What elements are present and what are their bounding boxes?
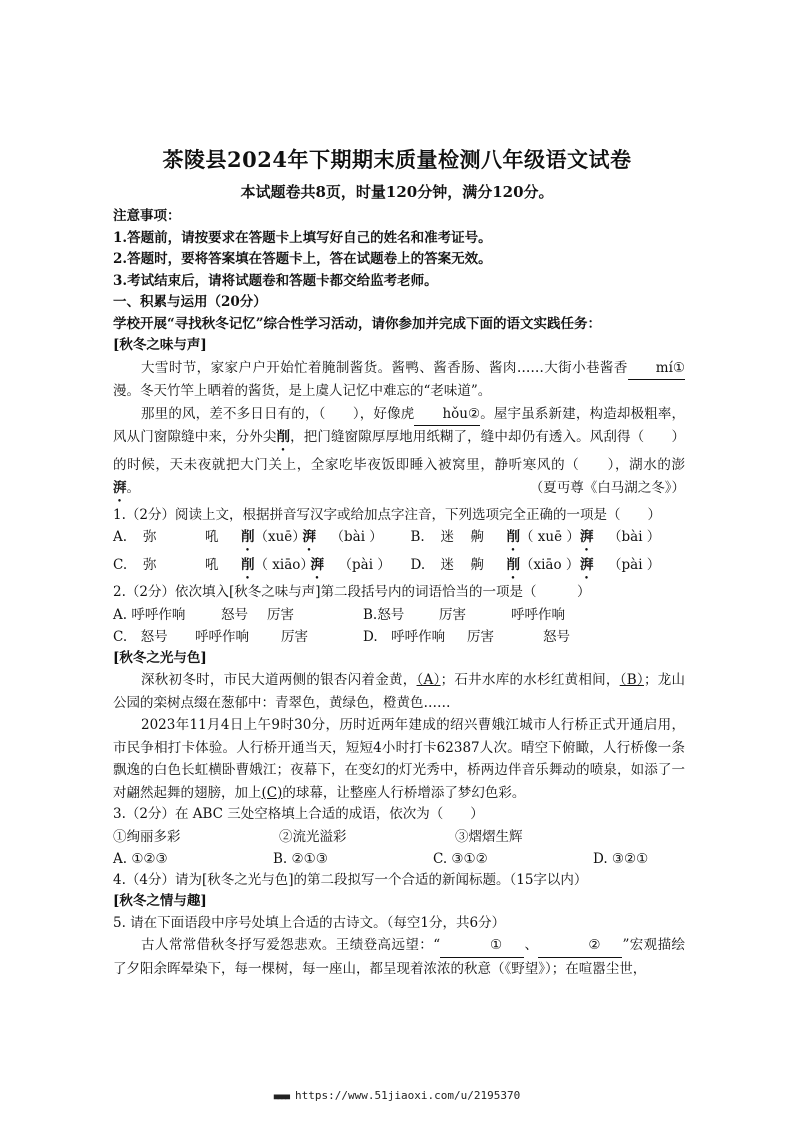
- passage-paragraph: 那里的风，差不多日日有的，（ ），好像虎 hǒu②。屋宇虽系新建，构造却极粗率，风从门窗隙缝中来，分外尖削，把门缝窗隙厚厚地用纸糊了，缝中却仍有透入。风刮得（ ）的时候，天未夜就把大门关上，全家吃毕夜饭即睡入被窝里，静听寒风的（ ），湖水的澎湃。 （夏丏尊《白马湖之冬》）: [113, 403, 685, 505]
- question: 1.（2分）阅读上文，根据拼音写汉字或给加点字注音，下列选项完全正确的一项是（ ）: [113, 506, 661, 523]
- note-item: 3.考试结束后，请将试题卷和答题卡都交给监考老师。: [113, 272, 438, 289]
- fill-blank: （A）: [416, 672, 441, 688]
- part-title: [秋冬之光与色]: [113, 649, 207, 666]
- option-row: C. 怒号 呼呼作响 厉害 D. 呼呼作响 厉害 怒号: [113, 628, 570, 645]
- choice-row: ①绚丽多彩 ②流光溢彩 ③熠熠生辉: [113, 828, 523, 845]
- option-row: A. 弥 吼 削（xuē）湃 （bài ） B. 迷 齁 削（ xuē ）湃 （bài ）: [113, 529, 661, 545]
- passage-source: （夏丏尊《白马湖之冬》）: [529, 479, 685, 496]
- fill-blank: ②: [538, 934, 622, 958]
- section-intro: 学校开展“寻找秋冬记忆”综合性学习活动，请你参加并完成下面的语文实践任务：: [113, 315, 602, 332]
- footer-url[interactable]: https://www.51jiaoxi.com/u/2195370: [295, 1089, 521, 1102]
- passage-paragraph: 深秋初冬时，市民大道两侧的银杏闪着金黄，（A）；石井水库的水杉红黄相间，（B）；龙山公园的栾树点缀在葱郁中：青翠色，黄绿色，橙黄色……: [113, 672, 686, 711]
- note-item: 1.答题前，请按要求在答题卡上填写好自己的姓名和准考证号。: [113, 229, 492, 246]
- note-item: 2.答题时，要将答案填在答题卡上，答在试题卷上的答案无效。: [113, 251, 492, 267]
- section-heading: 一、积累与运用（20分）: [113, 294, 267, 310]
- exam-content: [113, 206, 685, 980]
- fill-blank: (C): [261, 784, 283, 801]
- dotted-char: 削: [276, 429, 291, 445]
- page-title: 茶陵县2024年下期期末质量检测八年级语文试卷: [162, 147, 632, 172]
- part-title: [秋冬之情与趣]: [113, 893, 207, 909]
- page-subtitle: 本试题卷共8页，时量120分钟，满分120分。: [240, 183, 554, 201]
- passage-paragraph: 大雪时节，家家户户开始忙着腌制酱货。酱鸭、酱香肠、酱肉……大街小巷酱香 mí①漫。冬天竹竿上晒着的酱货，是上虞人记忆中难忘的“老味道”。: [113, 357, 685, 403]
- question: 3.（2分）在 ABC 三处空格填上合适的成语，依次为（ ）: [113, 806, 484, 822]
- passage-paragraph: 2023年11月4日上午9时30分，历时近两年建成的绍兴曹娥江城市人行桥正式开通启用，市民争相打卡体验。人行桥开通当天，短短4小时打卡62387人次。晴空下俯瞰，人行桥像一条飘逸的白色长虹横卧曹娥江；夜幕下，在变幻的灯光秀中，桥两边伴音乐舞动的喷泉，如添了一对翩然起舞的翅膀，加上(C)的球幕，让整座人行桥增添了梦幻色彩。: [113, 717, 685, 801]
- page-footer: [0, 1089, 794, 1102]
- watermark-logo: ■■■■: [273, 1092, 290, 1101]
- option-row: C. 弥 吼 削（ xiāo）湃 （pài ） D. 迷 齁 削（xiāo ）湃 （pài ）: [113, 557, 661, 573]
- question: 5. 请在下面语段中序号处填上合适的古诗文。（每空1分，共6分）: [113, 914, 506, 931]
- question: 2.（2分）依次填入[秋冬之味与声]第二段括号内的词语恰当的一项是（ ）: [113, 584, 591, 600]
- passage-paragraph: 古人常常借秋冬抒写爱怨悲欢。王绩登高远望：“ ① 、 ② ”宏观描绘了夕阳余晖晕染下，每一棵树，每一座山，都呈现着浓浓的秋意（《野望》）；在喧嚣尘世，: [113, 934, 685, 980]
- fill-blank: ①: [440, 934, 524, 958]
- fill-blank: （B）: [619, 672, 644, 688]
- question: 4.（4分）请为[秋冬之光与色]的第二段拟写一个合适的新闻标题。（15字以内）: [113, 871, 588, 888]
- option-row: A. 呼呼作响 怒号 厉害 B.怒号 厉害 呼呼作响: [113, 606, 565, 623]
- dotted-char: 湃: [113, 479, 127, 496]
- part-title: [秋冬之味与声]: [113, 337, 207, 353]
- notes-heading: 注意事项：: [113, 208, 181, 224]
- fill-blank: mí①: [628, 357, 685, 381]
- fill-blank: hǒu②: [414, 403, 480, 427]
- option-row: A. ①②③ B. ②①③ C. ③①② D. ③②①: [113, 850, 649, 867]
